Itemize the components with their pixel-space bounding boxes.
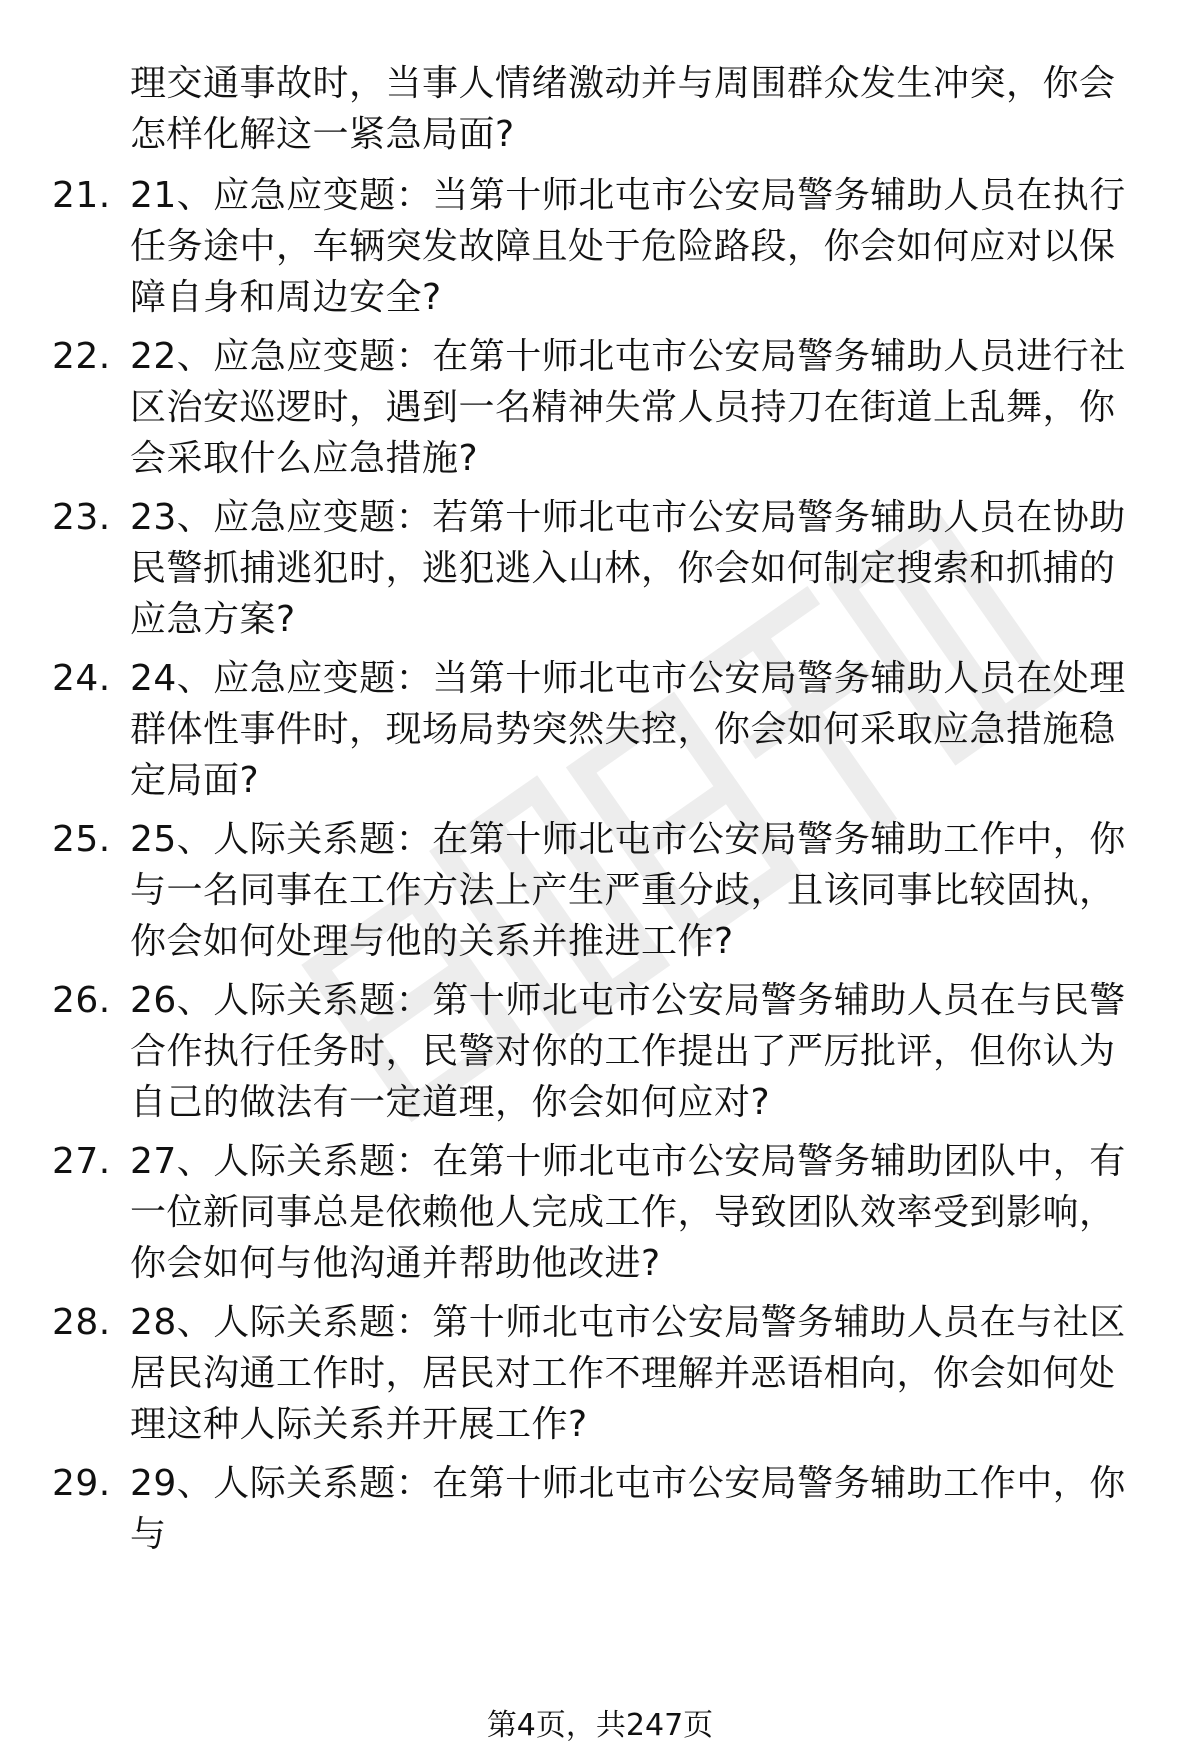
- item-text: 28、人际关系题：第十师北屯市公安局警务辅助人员在与社区居民沟通工作时，居民对工作不理解并恶语相向，你会如何处理这种人际关系并开展工作?: [130, 1302, 1126, 1445]
- item-number: 22.: [52, 336, 111, 377]
- item-number: 26.: [52, 980, 111, 1021]
- page-footer: 第4页，共247页: [486, 1708, 714, 1743]
- item-text: 26、人际关系题：第十师北屯市公安局警务辅助人员在与民警合作执行任务时，民警对你的工作提出了严厉批评，但你认为自己的做法有一定道理，你会如何应对?: [130, 980, 1126, 1123]
- item-text: 21、应急应变题：当第十师北屯市公安局警务辅助人员在执行任务途中，车辆突发故障且处于危险路段，你会如何应对以保障自身和周边安全?: [130, 175, 1126, 318]
- item-text: 25、人际关系题：在第十师北屯市公安局警务辅助工作中，你与一名同事在工作方法上产生严重分歧，且该同事比较固执，你会如何处理与他的关系并推进工作?: [130, 819, 1126, 962]
- item-number: 28.: [52, 1302, 111, 1343]
- item-text: 29、人际关系题：在第十师北屯市公安局警务辅助工作中，你与: [130, 1463, 1126, 1555]
- item-number: 23.: [52, 497, 111, 538]
- item-number: 27.: [52, 1141, 111, 1182]
- item-text: 22、应急应变题：在第十师北屯市公安局警务辅助人员进行社区治安巡逻时，遇到一名精神失常人员持刀在街道上乱舞，你会采取什么应急措施?: [130, 336, 1126, 479]
- intro-paragraph: 理交通事故时，当事人情绪激动并与周围群众发生冲突，你会怎样化解这一紧急局面?: [130, 63, 1116, 155]
- item-number: 24.: [52, 658, 111, 699]
- item-number: 25.: [52, 819, 111, 860]
- item-number: 21.: [52, 175, 111, 216]
- item-text: 23、应急应变题：若第十师北屯市公安局警务辅助人员在协助民警抓捕逃犯时，逃犯逃入山林，你会如何制定搜索和抓捕的应急方案?: [130, 497, 1126, 640]
- item-text: 24、应急应变题：当第十师北屯市公安局警务辅助人员在处理群体性事件时，现场局势突然失控，你会如何采取应急措施稳定局面?: [130, 658, 1126, 801]
- item-number: 29.: [52, 1463, 111, 1504]
- item-text: 27、人际关系题：在第十师北屯市公安局警务辅助团队中，有一位新同事总是依赖他人完成工作，导致团队效率受到影响，你会如何与他沟通并帮助他改进?: [130, 1141, 1126, 1284]
